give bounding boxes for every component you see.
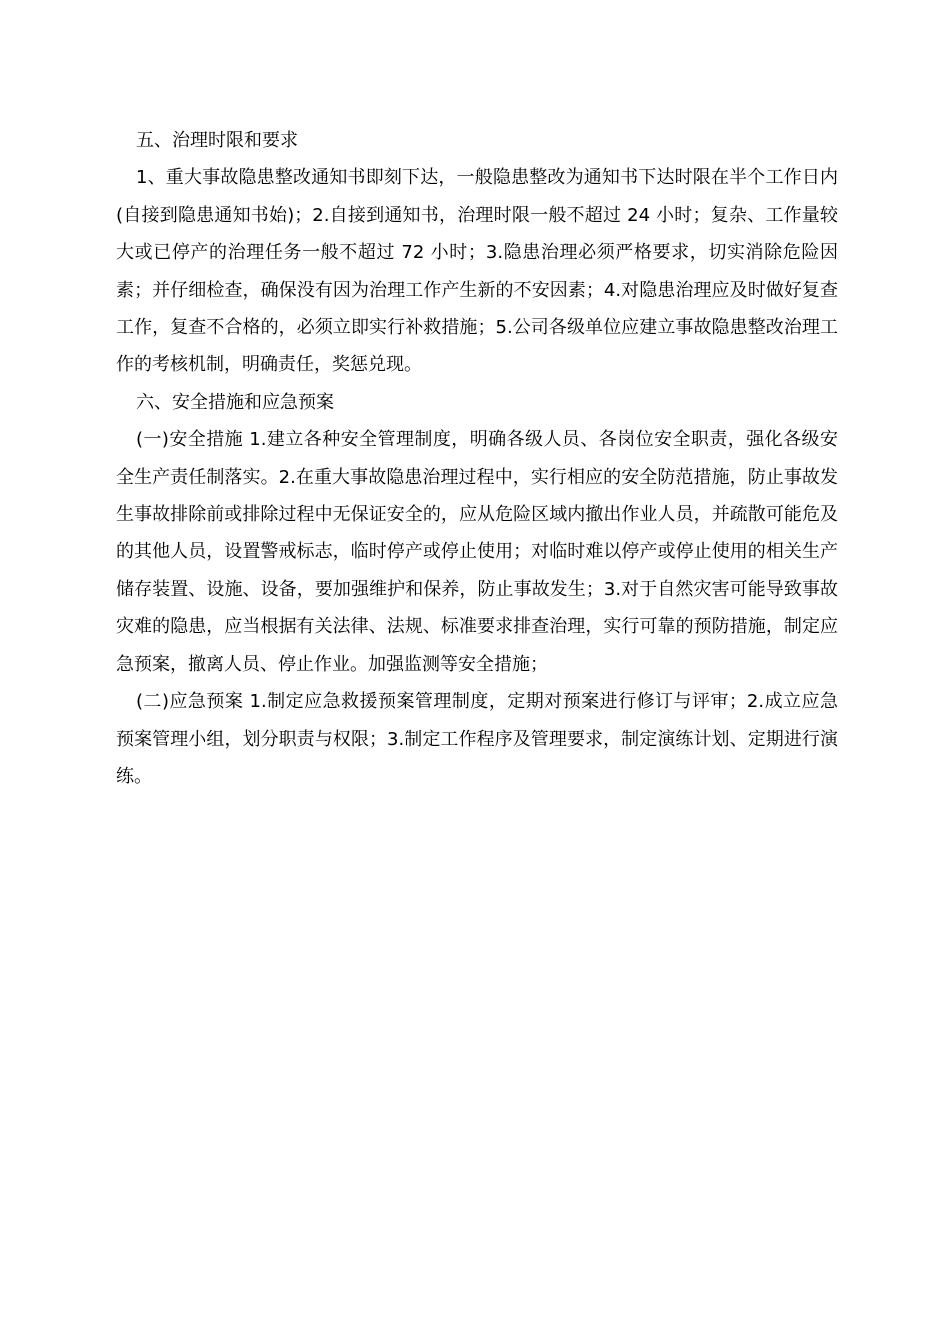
section-6-safety-measures-paragraph: (一)安全措施 1.建立各种安全管理制度，明确各级人员、各岗位安全职责，强化各级安全生产责任制落实。2.在重大事故隐患治理过程中，实行相应的安全防范措施，防止事故发生事故排除前或排除过程中无保证安全的，应从危险区域内撤出作业人员，并疏散可能危及的其他人员，设置警戒标志，临时停产或停止使用；对临时难以停产或停止使用的相关生产储存装置、设施、设备，要加强维护和保养，防止事故发生；3.对于自然灾害可能导致事故灾难的隐患，应当根据有关法律、法规、标准要求排查治理，实行可靠的预防措施，制定应急预案，撤离人员、停止作业。加强监测等安全措施； [116, 429, 838, 675]
section-5-paragraph: 1、重大事故隐患整改通知书即刻下达，一般隐患整改为通知书下达时限在半个工作日内(自接到隐患通知书始)；2.自接到通知书，治理时限一般不超过 24 小时；复杂、工作量较大或已停产的治理任务一般不超过 72 小时；3.隐患治理必须严格要求，切实消除危险因素；并仔细检查，确保没有因为治理工作产生新的不安因素；4.对隐患治理应及时做好复查工作，复查不合格的，必须立即实行补救措施；5.公司各级单位应建立事故隐患整改治理工作的考核机制，明确责任，奖惩兑现。 [116, 167, 839, 376]
section-5-heading: 五、治理时限和要求 [136, 130, 298, 151]
section-6-heading: 六、安全措施和应急预案 [136, 391, 334, 413]
section-6-emergency-plan-paragraph: (二)应急预案 1.制定应急救援预案管理制度，定期对预案进行修订与评审；2.成立应急预案管理小组，划分职责与权限；3.制定工作程序及管理要求，制定演练计划、定期进行演练。 [116, 691, 838, 787]
document-body [116, 122, 838, 795]
